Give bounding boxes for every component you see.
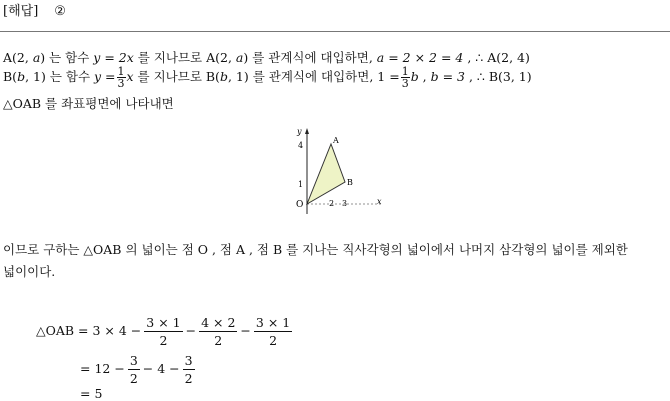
y-axis-label: y	[297, 127, 302, 136]
solution-line-3: △OAB 를 좌표평면에 나타내면	[3, 96, 174, 111]
calc-row-3: = 5	[80, 386, 103, 401]
triangle-oab	[307, 144, 345, 204]
solution-line-1: A(2, a) 는 함수 y = 2x 를 지나므로 A(2, a) 를 관계식에 대입하면, a = 2 × 2 = 4 , ∴ A(2, 4)	[3, 50, 530, 65]
solution-line-5: 넓이이다.	[3, 264, 56, 279]
point-a-label: A	[333, 136, 339, 145]
answer-choice: ②	[54, 4, 66, 19]
calc-row-1: △OAB = 3 × 4 − $\frac{3 \times 1}{2}$ − $\frac{4 \times 2}{2}$ − $\frac{3 \times 1}{2}$	[36, 315, 291, 348]
tick-label-x2: 2	[329, 199, 335, 208]
tick-label-x3: 3	[342, 199, 348, 208]
tick-label-y1: 1	[298, 180, 304, 189]
point-b-label: B	[347, 178, 353, 187]
header-divider	[0, 31, 670, 32]
answer-label: [해답]	[3, 4, 39, 19]
fraction-one-third: $\frac{1}{3}$	[117, 65, 125, 90]
y-axis-arrow-icon	[305, 128, 309, 134]
origin-label: O	[296, 200, 304, 210]
x-axis-label: x	[377, 197, 382, 206]
answer-header	[3, 0, 66, 19]
tick-label-y4: 4	[298, 141, 304, 150]
coordinate-graph	[290, 124, 390, 219]
solution-line-2: B(b, 1) 는 함수 y = $\frac{1}{3}$ x 를 지나므로 B(b, 1) 를 관계식에 대입하면, 1 = $\frac{1}{3}$ b , b = 3 , ∴ B(3, 1)	[3, 65, 532, 90]
solution-line-4: 이므로 구하는 △OAB 의 넓이는 점 O , 점 A , 점 B 를 지나는 직사각형의 넓이에서 나머지 삼각형의 넓이를 제외한	[3, 242, 628, 257]
fraction-one-third-b: $\frac{1}{3}$	[401, 65, 409, 90]
calc-row-2: = 12 − $\frac{3}{2}$ − 4 − $\frac{3}{2}$	[80, 353, 193, 386]
